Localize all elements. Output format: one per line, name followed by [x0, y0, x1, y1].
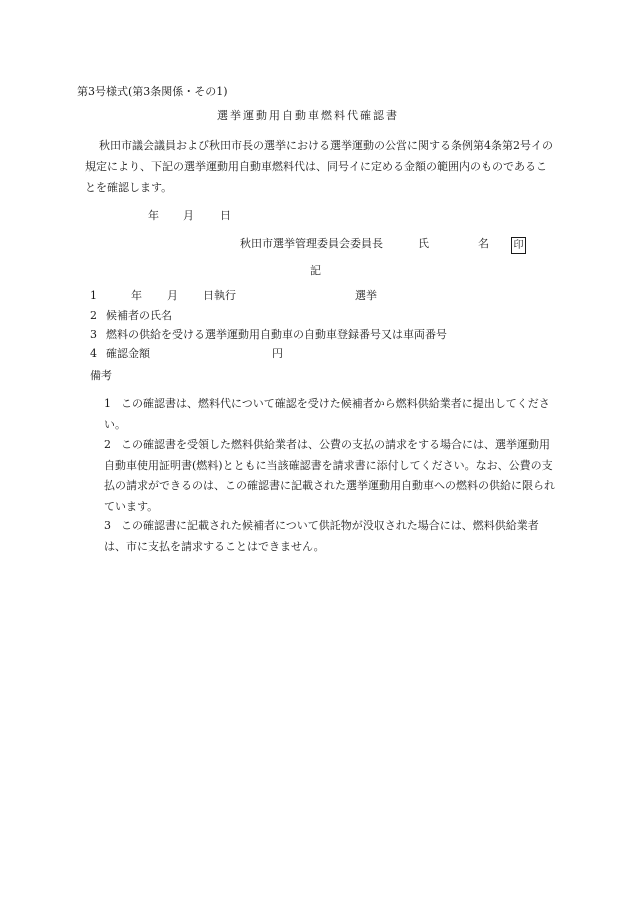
item-year-label: 年: [131, 289, 142, 302]
remark-text: この確認書は、燃料代について確認を受けた候補者から燃料供給業者に提出してください。: [104, 397, 550, 431]
date-month-label: 月: [183, 209, 194, 222]
item-election-label: 選挙: [355, 289, 377, 302]
remark-number: 1: [104, 397, 111, 410]
item-number: 2: [90, 309, 97, 322]
remarks-heading: 備考: [90, 369, 112, 382]
official-title: 秋田市選挙管理委員会委員長: [240, 237, 383, 250]
remark-number: 2: [104, 438, 111, 451]
item-number: 3: [90, 328, 97, 341]
item-label: 候補者の氏名: [106, 309, 172, 322]
remark-number: 3: [104, 519, 111, 532]
item-label: 確認金額: [106, 347, 150, 360]
item-number: 1: [90, 289, 97, 302]
date-day-label: 日: [220, 209, 231, 222]
item-unit: 円: [272, 347, 283, 360]
official-row: [240, 237, 530, 257]
remark-item: [104, 435, 556, 517]
date-year-label: 年: [148, 209, 159, 222]
remark-text: この確認書を受領した燃料供給業者は、公費の支払の請求をする場合には、選挙運動用自動車使用証明書(燃料)とともに当該確認書を請求書に添付してください。なお、公費の支払の請求ができるのは、この確認書に記載された選挙運動用自動車への燃料の供給に限られています。: [104, 438, 555, 513]
document-title: 選挙運動用自動車燃料代確認書: [217, 109, 399, 122]
body-text: 秋田市議会議員および秋田市長の選挙における選挙運動の公営に関する条例第4条第2号イの規定により、下記の選挙運動用自動車燃料代は、同号イに定める金額の範囲内のものであることを確認します。: [85, 139, 553, 194]
item-label: 燃料の供給を受ける選挙運動用自動車の自動車登録番号又は車両番号: [106, 328, 447, 341]
remark-item: [104, 516, 556, 557]
name-label-second: 名: [478, 237, 489, 250]
item-number: 4: [90, 347, 97, 360]
ki-heading: 記: [310, 264, 321, 277]
name-label-first: 氏: [418, 237, 429, 250]
form-label: 第3号様式(第3条関係・その1): [77, 85, 228, 98]
seal-mark: 印: [511, 237, 526, 254]
remark-text: この確認書に記載された候補者について供託物が没収された場合には、燃料供給業者は、市に支払を請求することはできません。: [104, 519, 539, 553]
item-day-exec-label: 日執行: [203, 289, 236, 302]
remark-item: [104, 394, 556, 435]
item-month-label: 月: [167, 289, 178, 302]
